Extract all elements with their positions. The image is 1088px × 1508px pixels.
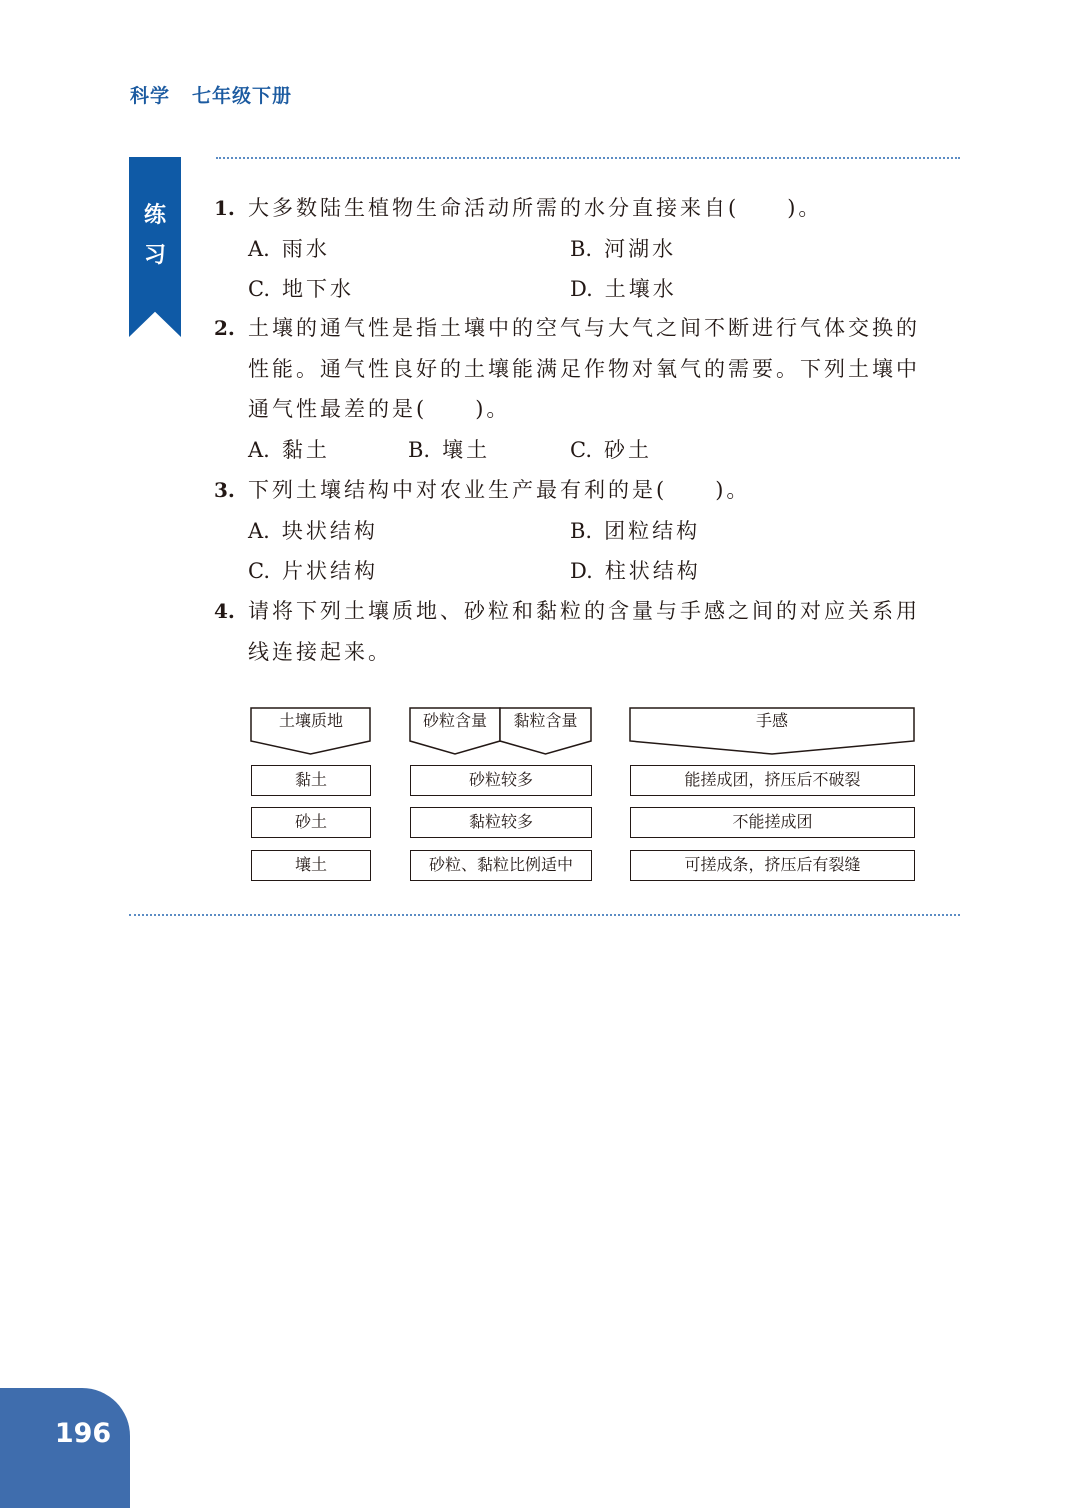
- question-number: 2.: [214, 316, 235, 340]
- question-stem-line: 请将下列土壤质地、砂粒和黏粒的含量与手感之间的对应关系用: [248, 599, 920, 623]
- texture-box: 砂土: [251, 807, 371, 838]
- feel-box: 可搓成条，挤压后有裂缝: [630, 850, 915, 881]
- question-stem-line: 通气性最差的是( )。: [248, 397, 511, 421]
- texture-box: 壤土: [251, 850, 371, 881]
- option-c: C. 地下水: [248, 277, 354, 301]
- question-number: 4.: [214, 599, 235, 623]
- option-d: D. 柱状结构: [570, 559, 701, 583]
- option-a: A. 块状结构: [248, 518, 378, 543]
- question-stem-line: 性能。通气性良好的土壤能满足作物对氧气的需要。下列土壤中: [248, 356, 920, 381]
- header-subject: 科学: [130, 85, 171, 107]
- header-feel: 手感: [755, 711, 788, 730]
- question-stem-line: 线连接起来。: [248, 639, 392, 664]
- content-box: 砂粒较多: [410, 765, 592, 796]
- option-d: D. 土壤水: [570, 277, 677, 301]
- option-b: B. 壤土: [408, 437, 491, 462]
- option-b: B. 河湖水: [570, 236, 677, 261]
- feel-box: 能搓成团，挤压后不破裂: [630, 765, 915, 796]
- header-clay-content: 黏粒含量: [513, 711, 578, 730]
- question-number: 1.: [214, 196, 235, 220]
- content-box: 黏粒较多: [410, 807, 592, 838]
- option-b: B. 团粒结构: [570, 518, 701, 543]
- practice-label-char: 习: [143, 243, 166, 268]
- option-a: A. 黏土: [248, 437, 330, 462]
- option-c: C. 片状结构: [248, 559, 378, 583]
- texture-box: 黏土: [251, 765, 371, 796]
- header-sand-content: 砂粒含量: [422, 711, 487, 730]
- feel-box: 不能搓成团: [630, 807, 915, 838]
- question-number: 3.: [214, 478, 235, 502]
- page-number: 196: [54, 1418, 112, 1449]
- question-stem: 下列土壤结构中对农业生产最有利的是( )。: [248, 478, 751, 502]
- header-texture: 土壤质地: [278, 711, 343, 730]
- question-stem-line: 土壤的通气性是指土壤中的空气与大气之间不断进行气体交换的: [248, 316, 920, 340]
- option-c: C. 砂土: [570, 437, 652, 462]
- content-box: 砂粒、黏粒比例适中: [410, 850, 592, 881]
- practice-label-char: 练: [143, 203, 166, 228]
- header-grade: 七年级下册: [192, 85, 293, 107]
- option-a: A. 雨水: [248, 236, 330, 261]
- question-stem: 大多数陆生植物生命活动所需的水分直接来自( )。: [248, 196, 823, 220]
